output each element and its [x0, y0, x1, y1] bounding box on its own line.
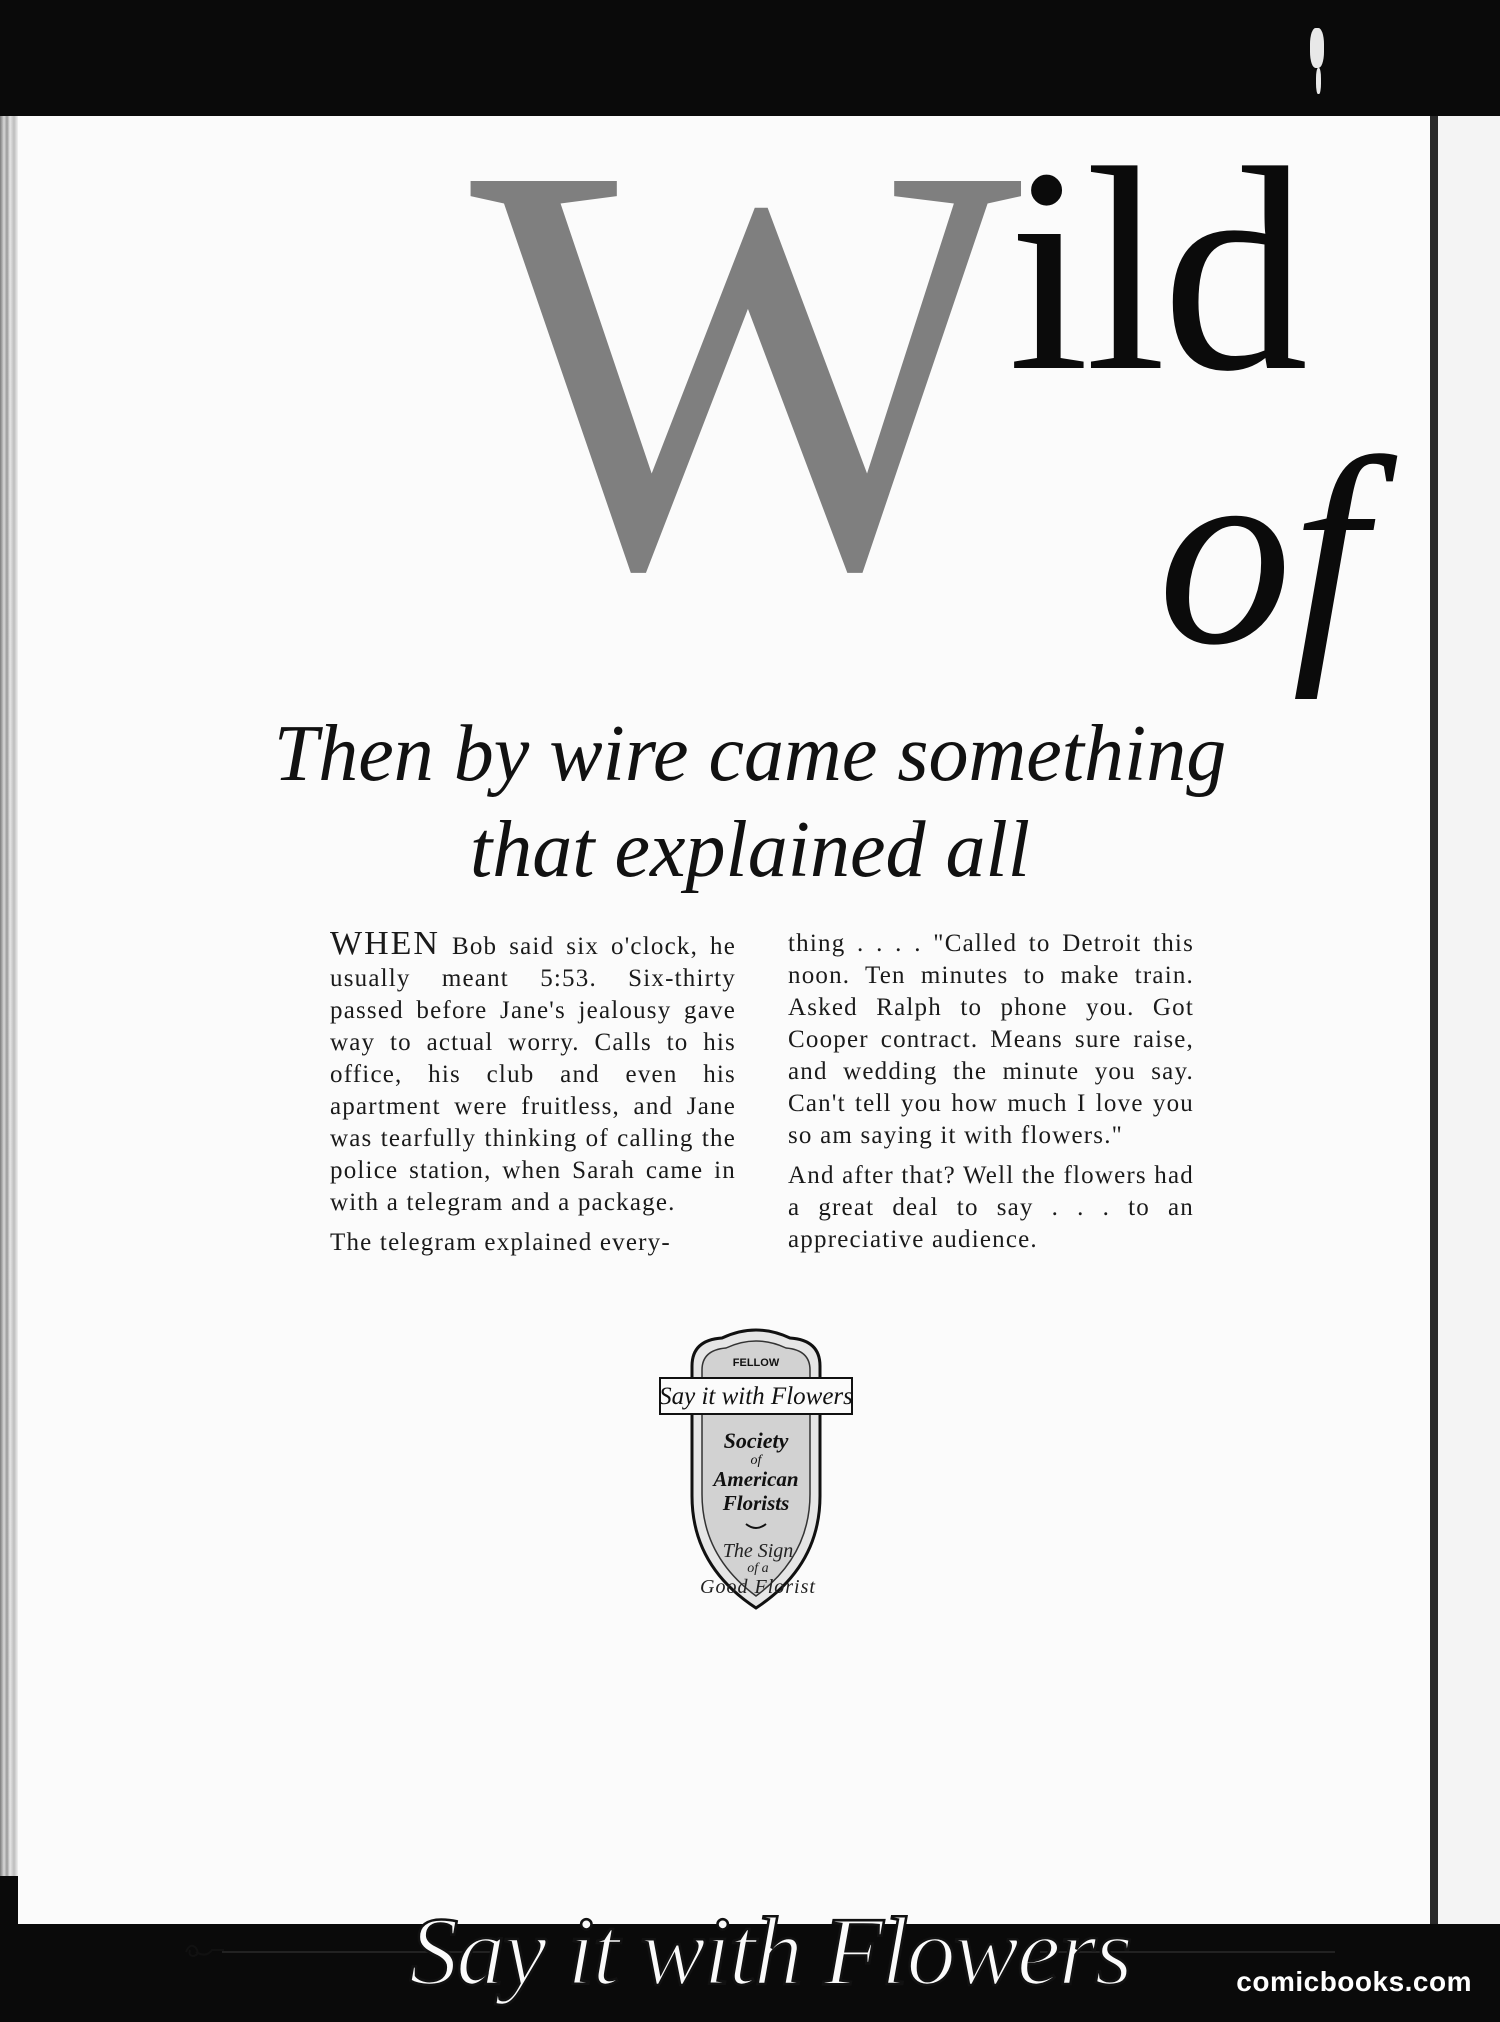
headline-word-rest: ild — [1008, 109, 1305, 432]
emblem-banner-text: Say it with Flowers — [659, 1383, 853, 1410]
emblem-fellow-text: FELLOW — [732, 1357, 780, 1369]
body-paragraph: And after that? Well the flowers had a great deal to say . . . to an appreciative audience. — [788, 1162, 1194, 1253]
source-watermark: comicbooks.com — [1236, 1966, 1472, 1997]
body-text: Bob said six o'clock, he usually meant 5:53. Six-thirty passed before Jane's jealousy gave way to actual worry. Calls to his office, his club and even his apartment were fruitless, and Jane was tearfully thinking of calling the police station, when Sarah came in with a telegram and a package. — [330, 933, 736, 1216]
subheadline-line-1: Then by wire came something — [273, 710, 1227, 798]
flourish-icon — [182, 1938, 226, 1964]
emblem-caption-line-1: The Sign — [722, 1540, 794, 1562]
emblem-line-florists: Florists — [722, 1491, 790, 1515]
signature-text: Say it with Flowers — [409, 1898, 1131, 2006]
emblem-caption-line-3: Good Florist — [700, 1576, 816, 1598]
body-dropcap: WHEN — [330, 925, 440, 962]
subheadline — [250, 706, 1250, 898]
body-paragraph: thing . . . . "Called to Detroit this noon. Ten minutes to make train. Asked Ralph to phone you. Got Cooper contract. Means sure raise, and wedding the minute you say. Can't tell you how much I love you so am saying it with flowers." — [788, 930, 1194, 1149]
emblem-line-society: Society — [723, 1428, 789, 1453]
say-it-with-flowers-signature — [409, 1872, 1131, 2022]
headline-word-of: of — [1158, 403, 1367, 700]
emblem-caption — [660, 1540, 856, 1598]
book-page-edges — [0, 116, 18, 1876]
body-paragraph: The telegram explained every- — [330, 1229, 671, 1256]
body-column-right — [788, 928, 1194, 1264]
page-gutter — [1430, 116, 1438, 1924]
body-column-left — [330, 925, 736, 1267]
emblem-line-of: of — [750, 1453, 762, 1468]
facing-page-edge — [1438, 116, 1500, 1924]
emblem-line-american: American — [713, 1467, 799, 1491]
scan-speck — [1310, 28, 1324, 68]
scan-speck — [1316, 68, 1321, 94]
subheadline-line-2: that explained all — [470, 806, 1030, 894]
body-paragraph — [330, 925, 736, 1219]
emblem-caption-line-2: of a — [747, 1561, 769, 1576]
headline-initial-w: W — [470, 43, 1013, 691]
